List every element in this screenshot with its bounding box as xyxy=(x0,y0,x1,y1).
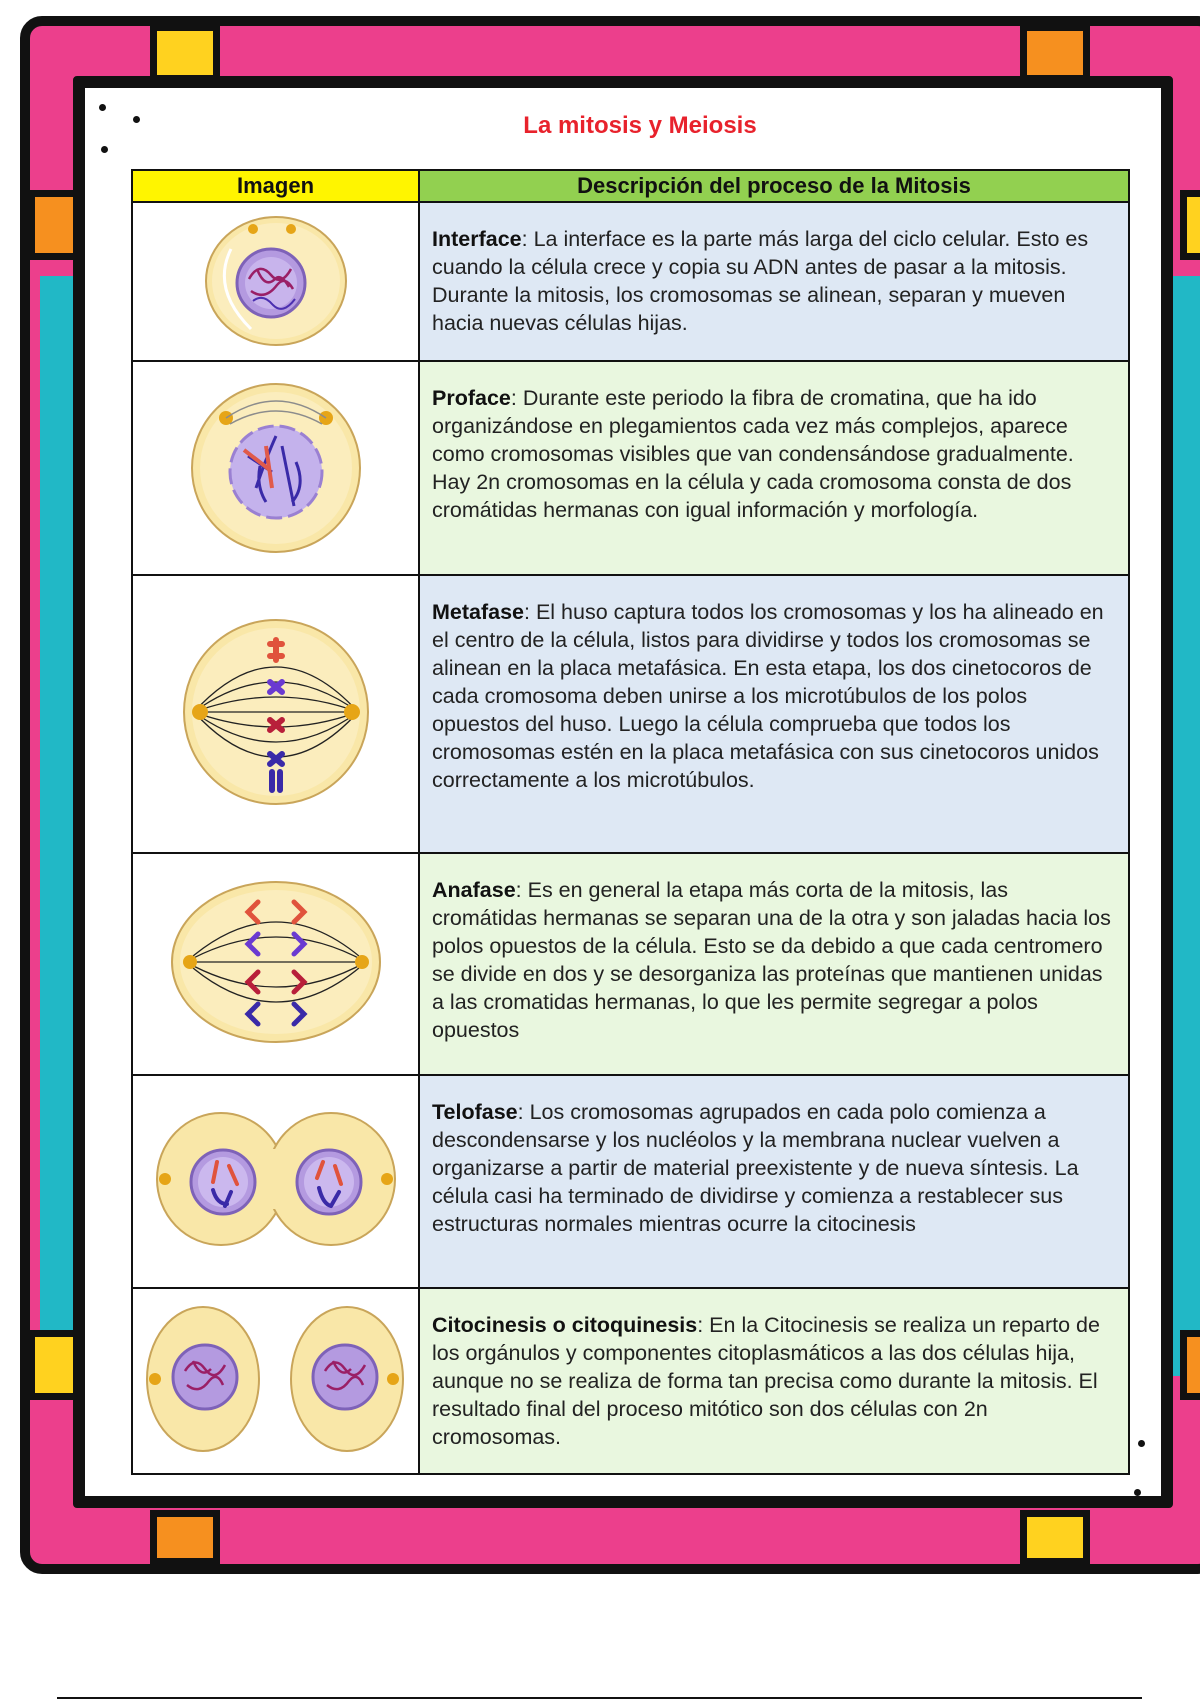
anaphase-image-cell xyxy=(132,853,419,1075)
frame-block xyxy=(150,24,220,82)
anaphase-cell-illustration xyxy=(166,872,386,1052)
table-row xyxy=(132,361,1129,575)
page-title: La mitosis y Meiosis xyxy=(523,112,757,139)
table-row xyxy=(132,853,1129,1075)
bullet xyxy=(99,104,106,111)
bottom-rule xyxy=(57,1697,1142,1699)
bullet xyxy=(101,146,108,153)
anaphase-description xyxy=(419,853,1129,1075)
frame-block xyxy=(1180,190,1200,260)
cytokinesis-description xyxy=(419,1288,1129,1474)
frame-block xyxy=(1180,1330,1200,1400)
table-row xyxy=(132,1075,1129,1288)
table-row xyxy=(132,202,1129,361)
bullet xyxy=(1134,1489,1141,1496)
frame-block xyxy=(1020,1510,1090,1565)
phase-text: : La interface es la parte más larga del ciclo celular. Esto es cuando la célula crece y copia su ADN antes de pasar a la mitosis. Durante la mitosis, los cromosomas se alinean, separan y mueven hacia nuevas células hijas. xyxy=(432,227,1089,335)
interphase-cell-illustration xyxy=(191,209,361,349)
phase-text: : El huso captura todos los cromosomas y los ha alineado en el centro de la célula, listos para dividirse y todos los cromosomas se alinean en la placa metafásica. En esta etapa, los dos cinetocoros de cada cromosoma deben unirse a los microtúbulos de los polos opuestos del huso. Luego la célula comprueba que todos los cromosomas estén en la placa metafásica con sus cinetocoros unidos correctamente a los microtúbulos. xyxy=(432,600,1104,792)
phase-text: : Los cromosomas agrupados en cada polo comienza a descondensarse y los nucléolos y la membrana nuclear vuelven a organizarse a partir de material preexistente y de nueva síntesis. La célula casi ha terminado de dividirse y comienza a restablecer sus estructuras normales mientras ocurre la citocinesis xyxy=(432,1100,1079,1236)
header-image: Imagen xyxy=(132,170,419,202)
phase-text: : Es en general la etapa más corta de la mitosis, las cromátidas hermanas se separan una de la otra y son jaladas hacia los polos opuestos de la célula. Esto se da debido a que cada centromero se divide en dos y se desorganiza las proteínas que mantienen unidas a las cromatidas hermanas, lo que les permite segregar a polos opuestos xyxy=(432,878,1111,1042)
telophase-cell-illustration xyxy=(151,1104,401,1254)
phase-term: Anafase xyxy=(432,878,516,902)
cytokinesis-cells-illustration xyxy=(141,1299,411,1459)
header-description: Descripción del proceso de la Mitosis xyxy=(419,170,1129,202)
bullet xyxy=(1138,1440,1145,1447)
phase-term: Metafase xyxy=(432,600,525,624)
telophase-image-cell xyxy=(132,1075,419,1288)
metaphase-description xyxy=(419,575,1129,853)
mitosis-table xyxy=(131,169,1130,1475)
table-row xyxy=(132,575,1129,853)
prophase-description xyxy=(419,361,1129,575)
frame-block xyxy=(150,1510,220,1565)
table-row xyxy=(132,1288,1129,1474)
table-header-row xyxy=(132,170,1129,202)
prophase-image-cell xyxy=(132,361,419,575)
phase-term: Citocinesis o citoquinesis xyxy=(432,1313,698,1337)
metaphase-cell-illustration xyxy=(176,612,376,812)
prophase-cell-illustration xyxy=(186,376,366,556)
interphase-description xyxy=(419,202,1129,361)
cytokinesis-image-cell xyxy=(132,1288,419,1474)
phase-text: : Durante este periodo la fibra de cromatina, que ha ido organizándose en plegamientos cada vez más complejos, aparece como cromosomas visibles que van condensándose gradualmente. Hay 2n cromosomas en la célula y cada cromosoma consta de dos cromátidas hermanas con igual información y morfología. xyxy=(432,386,1074,522)
phase-text: : En la Citocinesis se realiza un reparto de los orgánulos y componentes citoplasmáticos a las dos células hija, aunque no se realiza de forma tan precisa como durante la mitosis. El resultado final del proceso mitótico son dos células con 2n cromosomas. xyxy=(432,1313,1100,1449)
metaphase-image-cell xyxy=(132,575,419,853)
telophase-description xyxy=(419,1075,1129,1288)
interphase-image-cell xyxy=(132,202,419,361)
phase-term: Telofase xyxy=(432,1100,518,1124)
phase-term: Proface xyxy=(432,386,511,410)
phase-term: Interface xyxy=(432,227,522,251)
frame-block xyxy=(1020,24,1090,82)
